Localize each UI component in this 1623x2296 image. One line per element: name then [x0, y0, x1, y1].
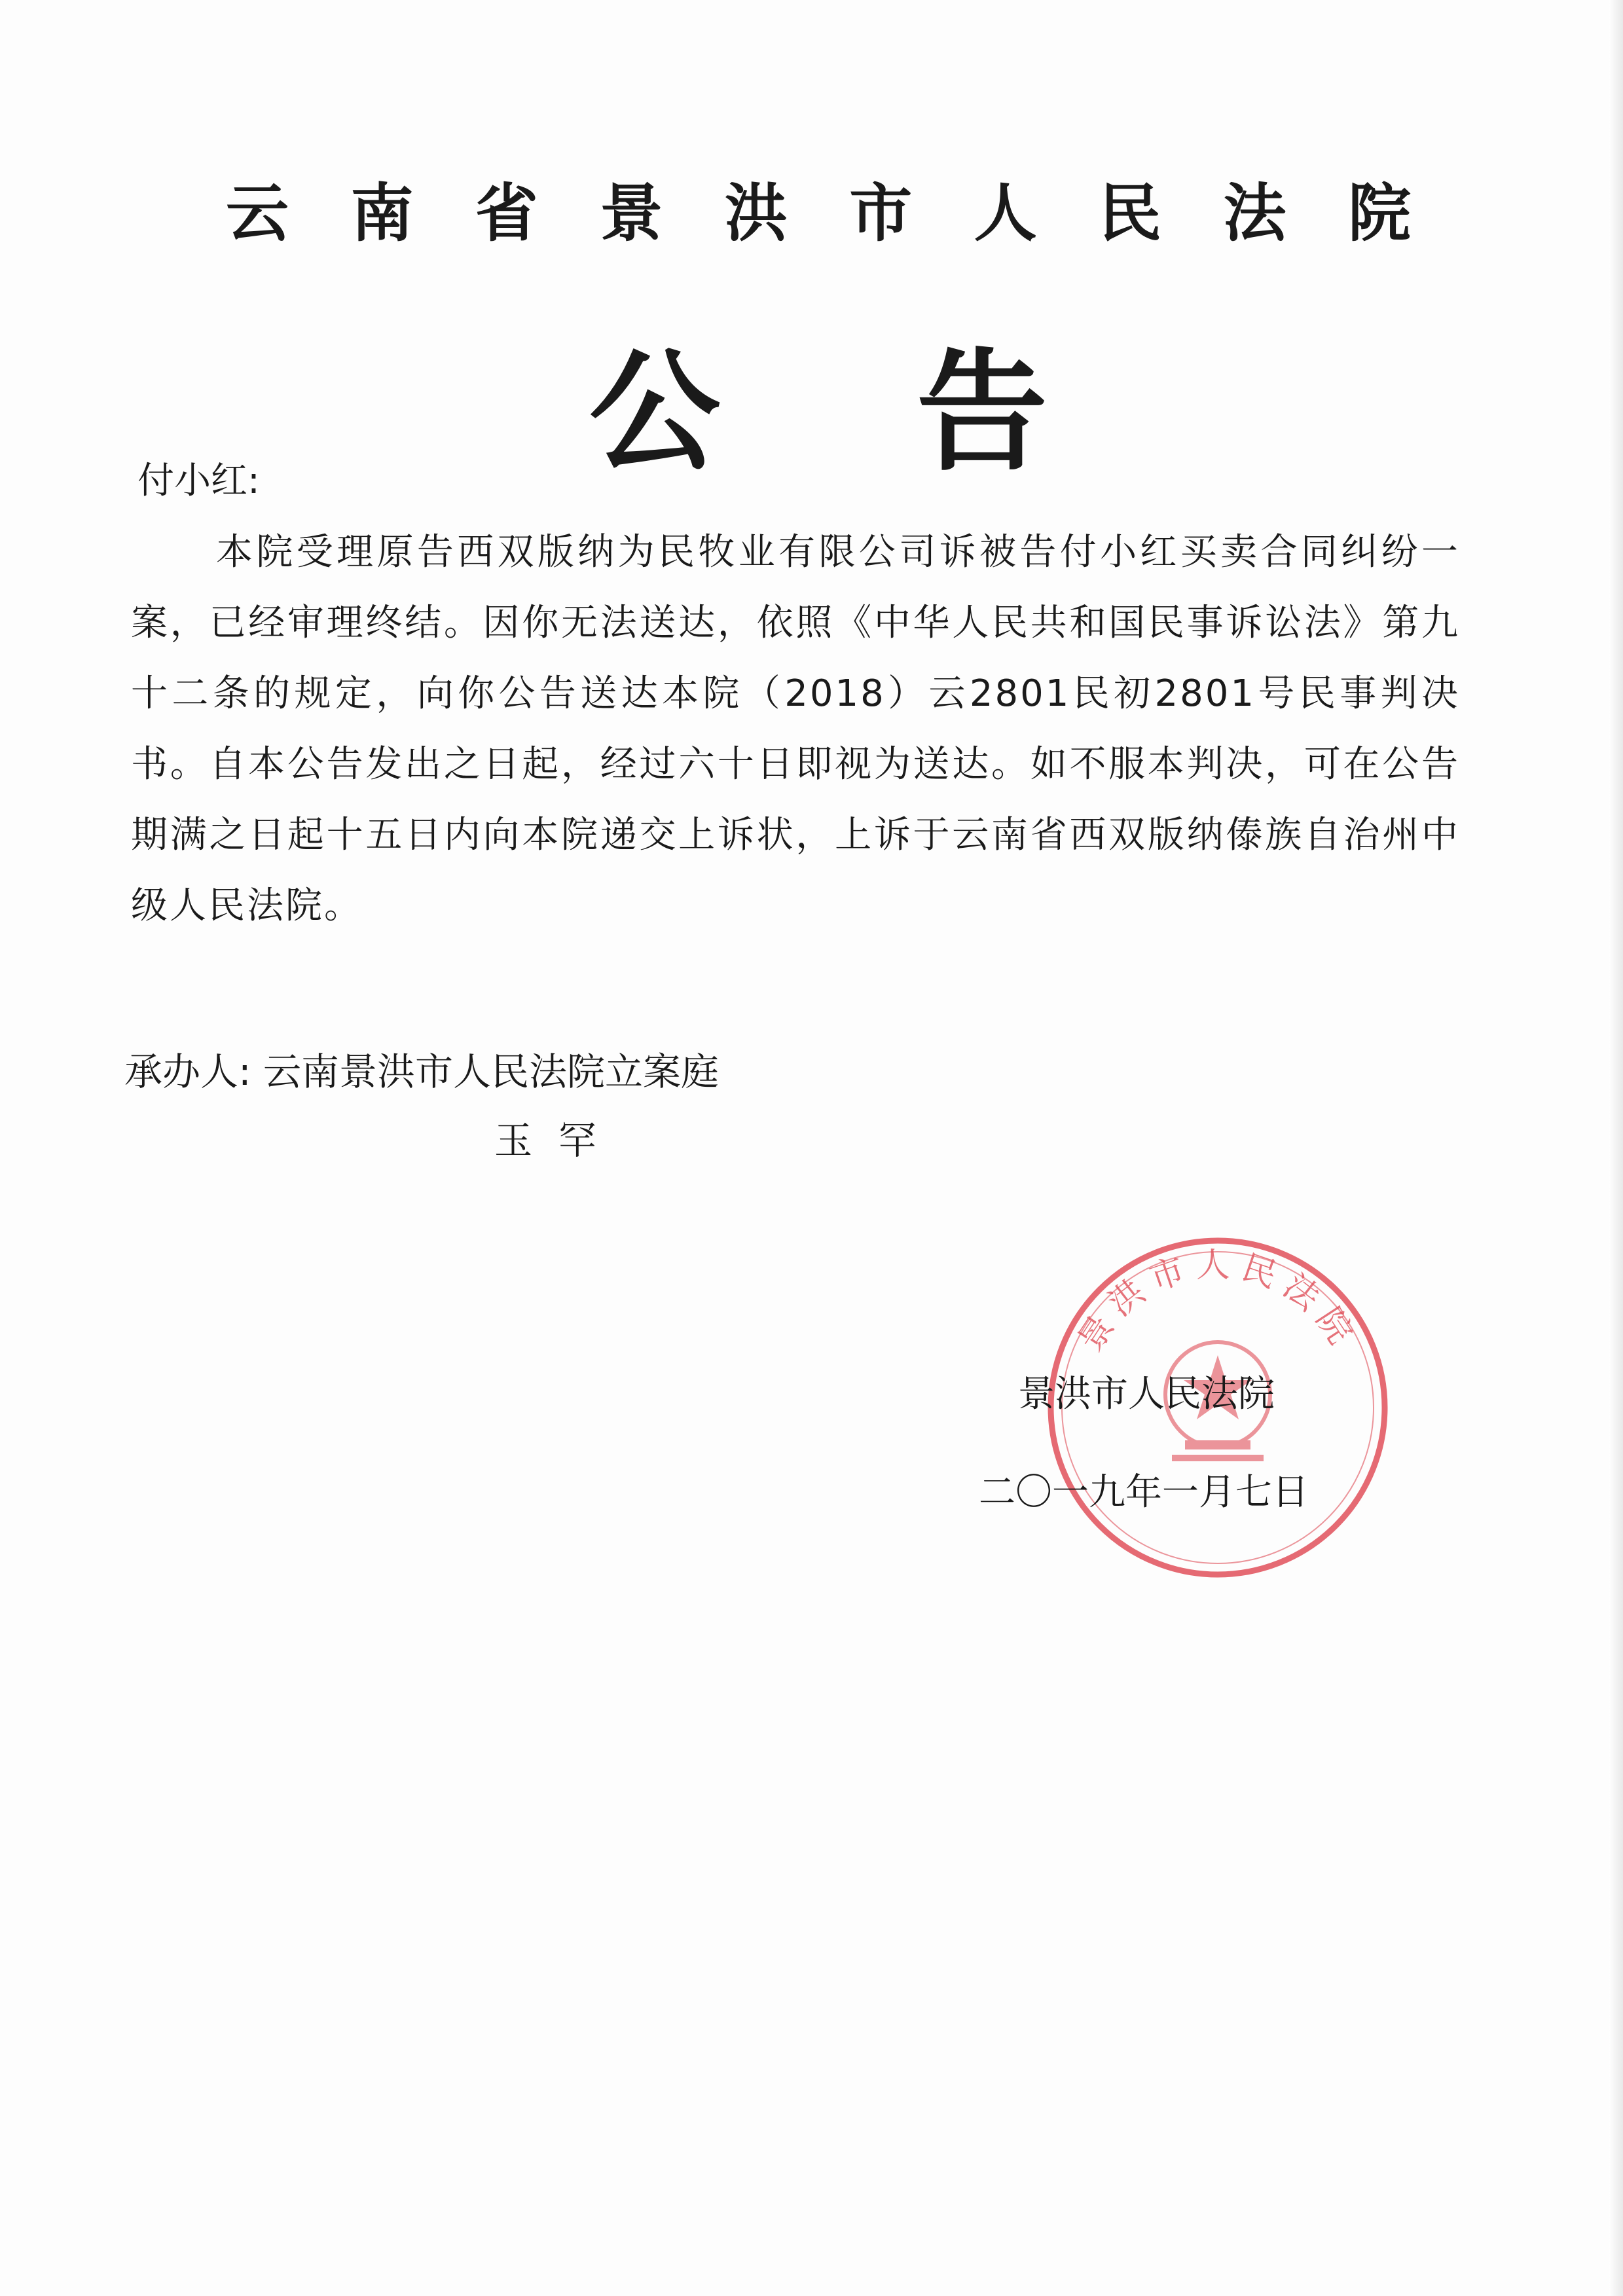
court-name-char: 法 — [1223, 176, 1286, 250]
seal-text: 景洪市人民法院 — [1070, 1246, 1365, 1359]
scan-edge — [1609, 0, 1623, 2296]
issue-date: 二〇一九年一月七日 — [979, 1471, 1309, 1514]
court-name-char: 市 — [849, 176, 913, 250]
title-char: 公 — [589, 335, 721, 489]
handler-department: 云南景洪市人民法院立案庭 — [263, 1049, 719, 1094]
handler-person: 玉罕 — [494, 1118, 623, 1163]
issuing-court: 景洪市人民法院 — [1018, 1373, 1275, 1415]
court-name-char: 院 — [1347, 176, 1411, 250]
court-name-char: 洪 — [724, 176, 788, 250]
court-name-char: 景 — [600, 176, 663, 250]
recipient-salutation: 付小红: — [137, 460, 260, 502]
court-name-char: 云 — [226, 176, 289, 250]
court-name-char: 省 — [475, 176, 538, 250]
handler-line — [124, 1041, 719, 1096]
court-name-heading — [226, 164, 1411, 253]
notice-title — [589, 308, 1048, 496]
notice-body: 本院受理原告西双版纳为民牧业有限公司诉被告付小红买卖合同纠纷一案，已经审理终结。因你无法送达，依照《中华人民共和国民事诉讼法》第九十二条的规定，向你公告送达本院（2018）云2801民初2801号民事判决书。自本公告发出之日起，经过六十日即视为送达。如不服本判决，可在公告期满之日起十五日内向本院递交上诉状，上诉于云南省西双版纳傣族自治州中级人民法院。 — [131, 531, 1460, 927]
court-name-char: 民 — [1099, 176, 1162, 250]
court-name-char: 南 — [350, 176, 414, 250]
title-char: 告 — [916, 335, 1048, 489]
court-name-char: 人 — [974, 176, 1037, 250]
handler-label: 承办人: — [124, 1049, 251, 1094]
